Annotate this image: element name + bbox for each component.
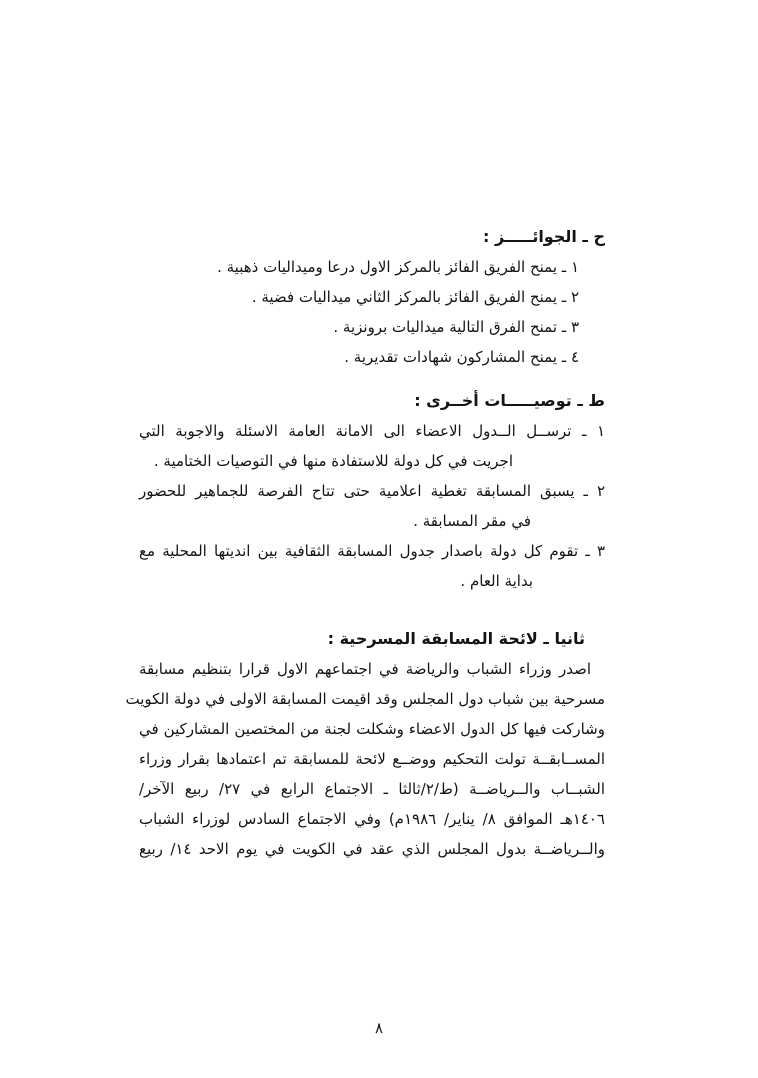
theater-regulation-heading: ثانيا ـ لائحة المسابقة المسرحية : bbox=[327, 629, 585, 648]
recommendation-item-3-line-1: ٣ ـ تقوم كل دولة باصدار جدول المسابقة الثقافية بين انديتها المحلية مع bbox=[139, 542, 605, 560]
theater-paragraph-line-5: الشبــاب والــرياضــة (ط/٢/ثالثا ـ الاجتماع الرابع في ٢٧/ ربيع الآخر/ bbox=[139, 780, 605, 798]
award-item-2: ٢ ـ يمنح الفريق الفائز بالمركز الثاني ميداليات فضية . bbox=[251, 288, 579, 306]
page-number: ٨ bbox=[374, 1019, 384, 1037]
page-content bbox=[125, 222, 605, 864]
recommendation-item-3-line-2: بداية العام . bbox=[460, 572, 533, 590]
section-awards bbox=[139, 222, 605, 372]
theater-paragraph-line-2: مسرحية بين شباب دول المجلس وقد اقيمت المسابقة الاولى في دولة الكويت bbox=[125, 690, 605, 708]
theater-paragraph-line-1: اصدر وزراء الشباب والرياضة في اجتماعهم الاول قرارا بتنظيم مسابقة bbox=[139, 660, 591, 678]
recommendation-item-1-line-1: ١ ـ ترســل الــدول الاعضاء الى الامانة العامة الاسئلة والاجوبة التي bbox=[139, 422, 605, 440]
award-item-3: ٣ ـ تمنح الفرق التالية ميداليات برونزية . bbox=[333, 318, 579, 336]
award-item-1: ١ ـ يمنح الفريق الفائز بالمركز الاول درعا وميداليات ذهبية . bbox=[217, 258, 579, 276]
theater-paragraph-line-6: ١٤٠٦هـ الموافق ٨/ يناير/ ١٩٨٦م) وفي الاجتماع السادس لوزراء الشباب bbox=[139, 810, 605, 828]
recommendation-item-2-line-1: ٢ ـ يسبق المسابقة تغطية اعلامية حتى تتاح الفرصة للجماهير للحضور bbox=[139, 482, 605, 500]
section-theater-regulation bbox=[125, 624, 605, 864]
theater-paragraph-line-3: وشاركت فيها كل الدول الاعضاء وشكلت لجنة من المختصين المشاركين في bbox=[139, 720, 605, 738]
recommendations-heading: ط ـ توصيـــــات أخــرى : bbox=[414, 391, 605, 410]
recommendation-item-1-line-2: اجريت في كل دولة للاستفادة منها في التوصيات الختامية . bbox=[153, 452, 513, 470]
recommendation-item-2-line-2: في مقر المسابقة . bbox=[413, 512, 531, 530]
awards-heading: ح ـ الجوائـــــز : bbox=[483, 227, 605, 246]
theater-paragraph-line-7: والــرياضــة بدول المجلس الذي عقد في الكويت في يوم الاحد ١٤/ ربيع bbox=[139, 840, 605, 858]
section-other-recommendations bbox=[139, 386, 605, 596]
award-item-4: ٤ ـ يمنح المشاركون شهادات تقديرية . bbox=[344, 348, 579, 366]
theater-paragraph-line-4: المســابقــة تولت التحكيم ووضــع لائحة للمسابقة تم اعتمادها بقرار وزراء bbox=[139, 750, 605, 768]
